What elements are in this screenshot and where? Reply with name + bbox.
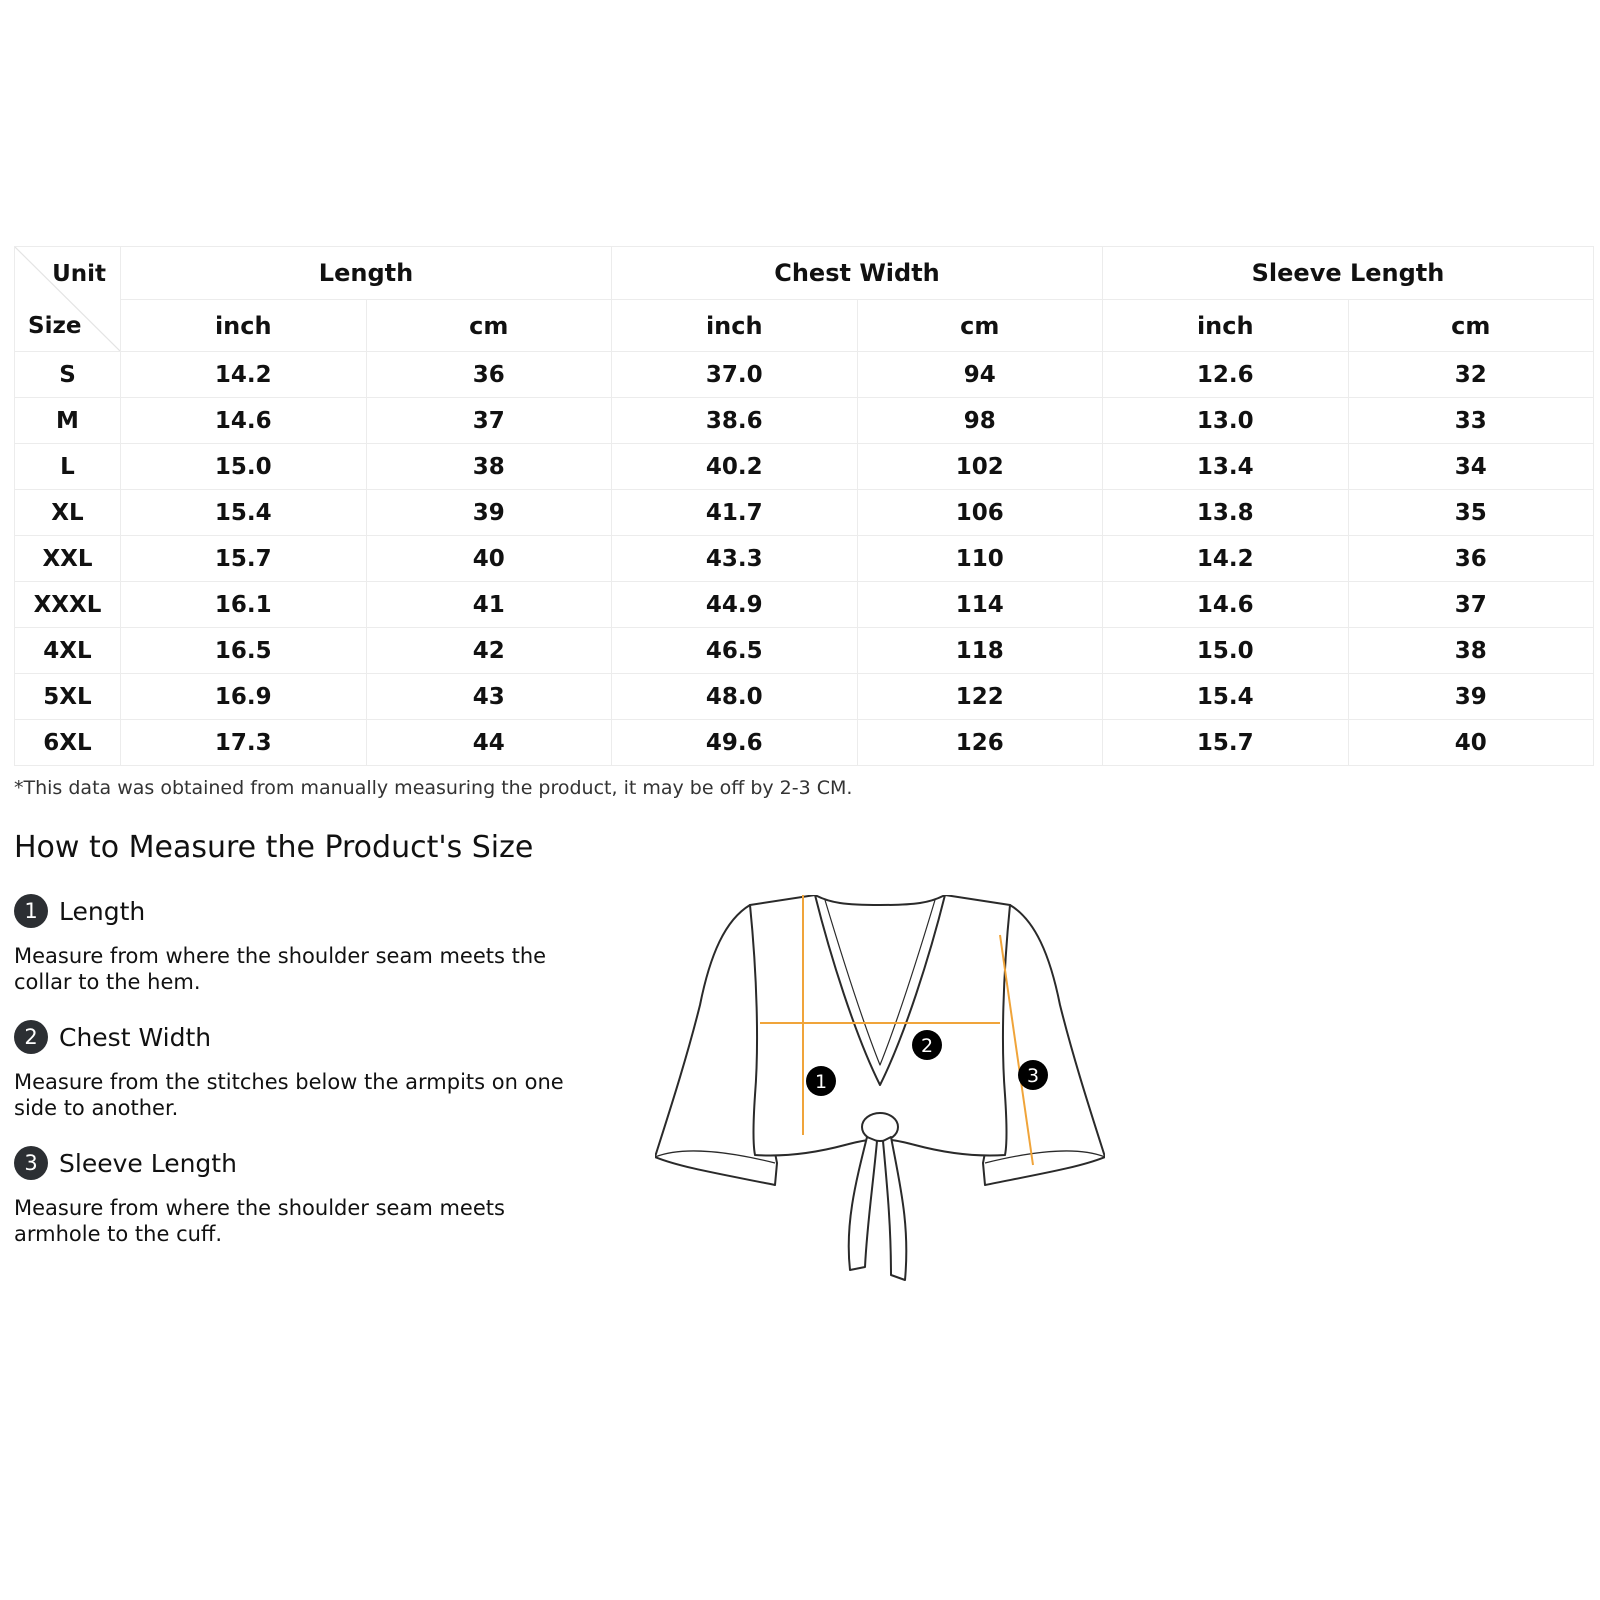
measure-item-sleeve-length: [14, 1145, 574, 1247]
value-cell: 126: [857, 720, 1103, 766]
value-cell: 16.1: [121, 582, 367, 628]
number-badge-icon: 1: [14, 894, 48, 928]
value-cell: 40: [1348, 720, 1594, 766]
table-row: [15, 490, 1594, 536]
table-row: [15, 398, 1594, 444]
value-cell: 94: [857, 352, 1103, 398]
value-cell: 14.6: [121, 398, 367, 444]
marker-label: 3: [1026, 1065, 1040, 1087]
value-cell: 39: [1348, 674, 1594, 720]
value-cell: 37.0: [612, 352, 858, 398]
value-cell: 38.6: [612, 398, 858, 444]
value-cell: 122: [857, 674, 1103, 720]
measure-item-header: [14, 893, 574, 929]
corner-unit-label: Unit: [52, 261, 106, 287]
size-cell: XXXL: [15, 582, 121, 628]
garment-measurement-illustration: [655, 895, 1105, 1290]
value-cell: 40.2: [612, 444, 858, 490]
value-cell: 41.7: [612, 490, 858, 536]
tie-end-left: [849, 1137, 877, 1270]
size-cell: S: [15, 352, 121, 398]
table-header-row: [15, 247, 1594, 300]
value-cell: 114: [857, 582, 1103, 628]
number-badge-icon: 3: [14, 1146, 48, 1180]
value-cell: 43: [366, 674, 612, 720]
tie-end-right: [883, 1137, 906, 1280]
value-cell: 106: [857, 490, 1103, 536]
value-cell: 13.8: [1103, 490, 1349, 536]
value-cell: 17.3: [121, 720, 367, 766]
measurement-disclaimer: *This data was obtained from manually measuring the product, it may be off by 2-3 CM.: [14, 777, 853, 799]
value-cell: 16.9: [121, 674, 367, 720]
size-cell: XL: [15, 490, 121, 536]
value-cell: 35: [1348, 490, 1594, 536]
value-cell: 36: [1348, 536, 1594, 582]
size-cell: 4XL: [15, 628, 121, 674]
value-cell: 37: [366, 398, 612, 444]
marker-1: [806, 1066, 836, 1096]
value-cell: 13.0: [1103, 398, 1349, 444]
group-header-length: Length: [121, 247, 612, 300]
measure-item-description: Measure from where the shoulder seam meets the collar to the hem.: [14, 944, 547, 994]
size-cell: L: [15, 444, 121, 490]
value-cell: 15.0: [121, 444, 367, 490]
value-cell: 15.7: [121, 536, 367, 582]
unit-header: inch: [1103, 300, 1349, 352]
table-row: [15, 536, 1594, 582]
value-cell: 102: [857, 444, 1103, 490]
value-cell: 34: [1348, 444, 1594, 490]
unit-header: cm: [857, 300, 1103, 352]
value-cell: 49.6: [612, 720, 858, 766]
measure-item-name: Sleeve Length: [59, 1148, 237, 1178]
value-cell: 98: [857, 398, 1103, 444]
table-row: [15, 582, 1594, 628]
value-cell: 43.3: [612, 536, 858, 582]
size-cell: M: [15, 398, 121, 444]
value-cell: 41: [366, 582, 612, 628]
table-row: [15, 352, 1594, 398]
value-cell: 110: [857, 536, 1103, 582]
measure-guide-title: How to Measure the Product's Size: [14, 830, 534, 865]
size-cell: 5XL: [15, 674, 121, 720]
measure-item-chest-width: [14, 1019, 574, 1121]
measure-item-name: Length: [59, 896, 146, 926]
size-chart-table: [14, 246, 1594, 766]
value-cell: 33: [1348, 398, 1594, 444]
measure-item-length: [14, 893, 574, 995]
corner-header-cell: [15, 247, 121, 352]
value-cell: 118: [857, 628, 1103, 674]
value-cell: 15.7: [1103, 720, 1349, 766]
value-cell: 16.5: [121, 628, 367, 674]
measure-item-name: Chest Width: [59, 1022, 212, 1052]
measure-item-header: [14, 1145, 574, 1181]
table-row: [15, 720, 1594, 766]
unit-header: cm: [1348, 300, 1594, 352]
value-cell: 38: [1348, 628, 1594, 674]
value-cell: 46.5: [612, 628, 858, 674]
marker-2: [912, 1030, 942, 1060]
value-cell: 32: [1348, 352, 1594, 398]
number-badge-icon: 2: [14, 1020, 48, 1054]
value-cell: 12.6: [1103, 352, 1349, 398]
value-cell: 38: [366, 444, 612, 490]
marker-label: 2: [920, 1035, 934, 1057]
unit-header: cm: [366, 300, 612, 352]
marker-3: [1018, 1060, 1048, 1090]
value-cell: 15.4: [121, 490, 367, 536]
unit-header: inch: [612, 300, 858, 352]
measure-item-description: Measure from the stitches below the armpits on one side to another.: [14, 1070, 564, 1120]
value-cell: 13.4: [1103, 444, 1349, 490]
group-header-chest-width: Chest Width: [612, 247, 1103, 300]
value-cell: 14.6: [1103, 582, 1349, 628]
measure-item-description: Measure from where the shoulder seam meets armhole to the cuff.: [14, 1196, 505, 1246]
value-cell: 15.0: [1103, 628, 1349, 674]
corner-size-label: Size: [28, 313, 82, 339]
value-cell: 48.0: [612, 674, 858, 720]
value-cell: 14.2: [121, 352, 367, 398]
unit-header: inch: [121, 300, 367, 352]
size-cell: XXL: [15, 536, 121, 582]
table-row: [15, 628, 1594, 674]
measure-item-header: [14, 1019, 574, 1055]
value-cell: 44.9: [612, 582, 858, 628]
group-header-sleeve-length: Sleeve Length: [1103, 247, 1594, 300]
value-cell: 37: [1348, 582, 1594, 628]
marker-label: 1: [814, 1071, 828, 1093]
value-cell: 42: [366, 628, 612, 674]
value-cell: 40: [366, 536, 612, 582]
value-cell: 14.2: [1103, 536, 1349, 582]
value-cell: 36: [366, 352, 612, 398]
value-cell: 15.4: [1103, 674, 1349, 720]
size-cell: 6XL: [15, 720, 121, 766]
table-row: [15, 674, 1594, 720]
table-unit-row: [15, 300, 1594, 352]
value-cell: 44: [366, 720, 612, 766]
table-row: [15, 444, 1594, 490]
value-cell: 39: [366, 490, 612, 536]
